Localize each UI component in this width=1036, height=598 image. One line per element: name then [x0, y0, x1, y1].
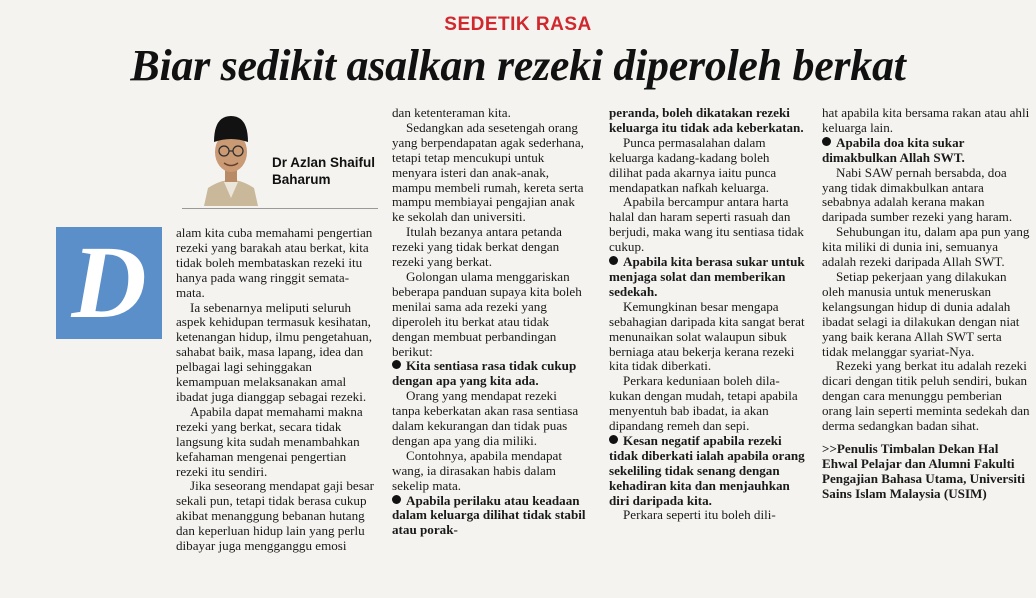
- subheading: [822, 136, 1030, 166]
- paragraph: Rezeki yang berkat itu adalah rezeki dicari dengan titik peluh sendiri, bukan dengan cara menunggu pemberian orang lain seperti meminta sedekah dan derma sedangkan badan sihat.: [822, 358, 1030, 434]
- paragraph: hat apabila kita bersama rakan atau ahli keluarga lain.: [822, 105, 1030, 135]
- section-kicker: SEDETIK RASA: [444, 14, 592, 35]
- paragraph: Jika seseorang mendapat gaji besar sekali pun, tetapi tidak berasa cukup akibat menanggung bebanan hutang dan keperluan hidup lain yang perlu dibayar juga mengganggu emosi: [176, 478, 374, 554]
- paragraph: Perkara seperti itu boleh dili-: [623, 507, 776, 523]
- paragraph: Contohnya, apabila mendapat wang, ia dirasakan habis dalam sekelip mata.: [392, 447, 562, 493]
- article-column-3: [609, 106, 805, 523]
- author-photo: [202, 108, 260, 206]
- bullet-icon: [822, 137, 831, 146]
- subheading: [392, 494, 586, 539]
- article-column-4: [822, 106, 1030, 502]
- drop-cap: D: [56, 227, 162, 339]
- subheading-text: Apabila perilaku atau keadaan dalam keluarga dilihat tidak stabil atau porak-: [392, 492, 586, 538]
- author-footnote: >>Penulis Timbalan Dekan Hal Ehwal Pelajar dan Alumni Fakulti Pengajian Bahasa Utama, Universiti Sains Islam Malaysia (USIM): [822, 440, 1025, 501]
- paragraph: Orang yang mendapat rezeki tanpa keberkatan akan rasa sentiasa dalam kekurangan dan tidak puas dengan apa yang dia miliki.: [392, 388, 579, 448]
- paragraph: Ia sebenarnya meliputi seluruh aspek kehidupan termasuk kesihatan, ketenangan hidup, ilmu pengetahuan, sahabat baik, masa lapang, idea dan pelbagai lagi sehinggakan kemampuan melaksanakan amal ibadat juga dianggap sebagai rezeki.: [176, 299, 372, 404]
- paragraph: Itulah bezanya antara petanda rezeki yang tidak berkat dengan rezeki yang berkat.: [392, 224, 562, 270]
- paragraph: Sehubungan itu, dalam apa pun yang kita miliki di dunia ini, semuanya adalah rezeki daripada Allah SWT.: [822, 224, 1030, 270]
- bullet-icon: [609, 435, 618, 444]
- subheading: [392, 359, 586, 389]
- subheading-text: Kita sentiasa rasa tidak cukup dengan apa yang kita ada.: [392, 358, 577, 389]
- subheading-text: Apabila doa kita sukar dimakbulkan Allah SWT.: [822, 134, 965, 165]
- author-name-line1: Dr Azlan Shaiful: [272, 155, 376, 170]
- paragraph: Apabila bercampur antara harta halal dan haram seperti rasuah dan berjudi, maka wang itu sentiasa tidak cukup.: [609, 194, 804, 255]
- author-byline: [180, 106, 380, 218]
- paragraph: Kemungkinan besar mengapa sebahagian daripada kita sangat berat menunaikan solat walaupun sibuk berniaga atau bekerja kerana rezeki kita tidak diberkati.: [609, 298, 805, 374]
- article-column-1: [176, 226, 374, 554]
- paragraph: Nabi SAW pernah bersabda, doa yang tidak dimakbulkan antara sebabnya adalah kerana makan daripada sumber rezeki yang haram.: [822, 164, 1013, 225]
- paragraph: Apabila dapat memahami makna rezeki yang berkat, secara tidak langsung kita sudah menambahkan kefahaman mengenai pengertian rezeki itu sendiri.: [176, 403, 363, 479]
- article-column-2: [392, 106, 586, 538]
- author-divider: [182, 208, 378, 209]
- subheading: [609, 434, 805, 509]
- subheading-text: Apabila kita berasa sukar untuk menjaga solat dan memberikan sedekah.: [609, 254, 805, 299]
- paragraph: Perkara keduniaan boleh dilakukan dengan mudah, tetapi apabila menyentuh bab ibadat, ia akan dipandang remeh dan sepi.: [609, 373, 798, 434]
- bullet-icon: [392, 360, 401, 369]
- paragraph: Golongan ulama menggariskan beberapa panduan supaya kita boleh menilai sama ada rezeki yang diperoleh itu berkat atau tidak dengan membuat perbandingan berikut:: [392, 268, 582, 359]
- paragraph: Punca permasalahan dalam keluarga kadang-kadang boleh dilihat pada akarnya iaitu punca mendapatkan nafkah keluarga.: [609, 134, 777, 195]
- headline: Biar sedikit asalkan rezeki diperoleh berkat: [130, 41, 906, 90]
- paragraph: Setiap pekerjaan yang dilakukan oleh manusia untuk meneruskan kelangsungan hidup di dunia adalah ibadat selagi ia dilakukan dengan niat yang baik kerana Allah SWT serta tidak melanggar syariat-Nya.: [822, 268, 1020, 359]
- subheading-continued: peranda, boleh dikatakan rezeki keluarga itu tidak ada keberkatan.: [609, 105, 804, 135]
- subheading-text: Kesan negatif apabila rezeki tidak diberkati ialah apabila orang sekeliling tidak senang dengan kehadiran kita dan menjauhkan diri daripada kita.: [609, 432, 805, 508]
- bullet-icon: [609, 256, 618, 265]
- subheading: [609, 255, 805, 300]
- bullet-icon: [392, 495, 401, 504]
- paragraph: alam kita cuba memahami pengertian rezeki yang barakah atau berkat, kita tidak boleh membataskan rezeki itu hanya pada wang ringgit semata-mata.: [176, 225, 373, 300]
- paragraph: Sedangkan ada sesetengah orang yang berpendapatan agak sederhana, tetapi tetap mencukupi untuk menyara isteri dan anak-anak, mampu membeli rumah, kereta serta mampu membiayai pengajian anak ke sekolah dan universiti.: [392, 119, 584, 225]
- author-name-line2: Baharum: [272, 172, 331, 187]
- paragraph: dan ketenteraman kita.: [392, 105, 511, 120]
- author-name: [272, 154, 392, 188]
